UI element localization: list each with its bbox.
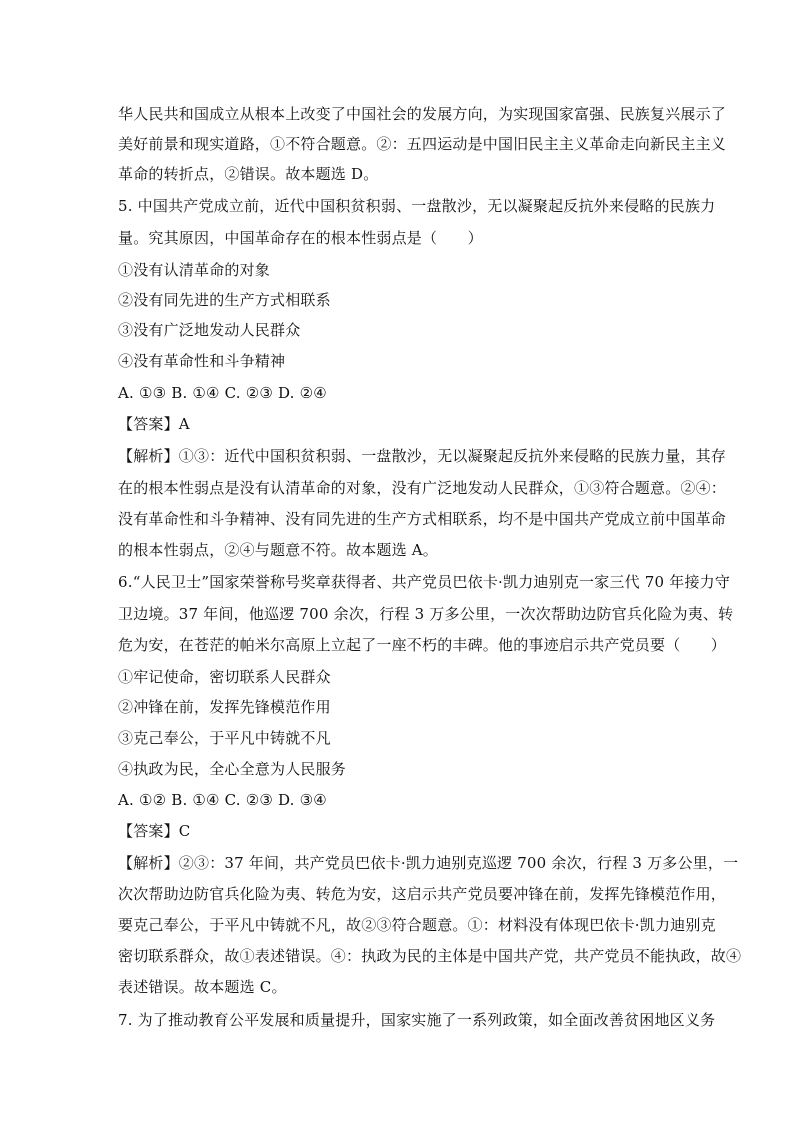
text-line: ③没有广泛地发动人民群众 xyxy=(118,321,301,339)
text-line: 在的根本性弱点是没有认清革命的对象，没有广泛地发动人民群众，①③符合题意。②④： xyxy=(118,479,727,497)
text-line: A. ①② B. ①④ C. ②③ D. ③④ xyxy=(118,791,327,809)
text-line: 次次帮助边防官兵化险为夷、转危为安，这启示共产党员要冲锋在前，发挥先锋模范作用， xyxy=(118,885,727,903)
text-line: 7. 为了推动教育公平发展和质量提升，国家实施了一系列政策，如全面改善贫困地区义务 xyxy=(118,1011,716,1029)
text-line: 密切联系群众，故①表述错误。④：执政为民的主体是中国共产党，共产党员不能执政，故④ xyxy=(118,947,742,965)
text-line: 华人民共和国成立从根本上改变了中国社会的发展方向，为实现国家富强、民族复兴展示了 xyxy=(118,105,727,123)
text-line: 卫边境。37 年间，他巡逻 700 余次，行程 3 万多公里，一次次帮助边防官兵化险为夷、转 xyxy=(118,605,734,623)
text-line: 表述错误。故本题选 C。 xyxy=(118,978,287,996)
text-line: 没有革命性和斗争精神、没有同先进的生产方式相联系，均不是中国共产党成立前中国革命 xyxy=(118,510,727,528)
text-line: ②没有同先进的生产方式相联系 xyxy=(118,291,331,309)
text-line: 的根本性弱点，②④与题意不符。故本题选 A。 xyxy=(118,541,439,559)
text-line: ④没有革命性和斗争精神 xyxy=(118,352,286,370)
text-line: 【解析】②③：37 年间，共产党员巴依卡·凯力迪别克巡逻 700 余次，行程 3 万多公里，一 xyxy=(118,854,739,872)
text-line: 6.“人民卫士”国家荣誉称号奖章获得者、共产党员巴依卡·凯力迪别克一家三代 70 年接力守 xyxy=(118,573,731,591)
text-line: 美好前景和现实道路，①不符合题意。②：五四运动是中国旧民主主义革命走向新民主主义 xyxy=(118,135,727,153)
text-line: 危为安，在苍茫的帕米尔高原上立起了一座不朽的丰碑。他的事迹启示共产党员要（ ） xyxy=(118,636,727,654)
text-line: ④执政为民，全心全意为人民服务 xyxy=(118,760,347,778)
text-line: 要克己奉公，于平凡中铸就不凡，故②③符合题意。①：材料没有体现巴依卡·凯力迪别克 xyxy=(118,916,716,934)
text-line: A. ①③ B. ①④ C. ②③ D. ②④ xyxy=(118,384,327,402)
text-line: 【答案】A xyxy=(118,415,190,433)
text-line: 5. 中国共产党成立前，近代中国积贫积弱、一盘散沙，无以凝聚起反抗外来侵略的民族力 xyxy=(118,197,716,215)
text-line: 革命的转折点，②错误。故本题选 D。 xyxy=(118,165,379,183)
text-line: 【答案】C xyxy=(118,822,191,840)
text-line: ③克己奉公，于平凡中铸就不凡 xyxy=(118,729,331,747)
text-line: ①牢记使命，密切联系人民群众 xyxy=(118,668,331,686)
text-line: 【解析】①③：近代中国积贫积弱、一盘散沙，无以凝聚起反抗外来侵略的民族力量，其存 xyxy=(118,447,727,465)
text-line: 量。究其原因，中国革命存在的根本性弱点是（ ） xyxy=(118,229,483,247)
text-line: ①没有认清革命的对象 xyxy=(118,261,271,279)
text-line: ②冲锋在前，发挥先锋模范作用 xyxy=(118,698,331,716)
